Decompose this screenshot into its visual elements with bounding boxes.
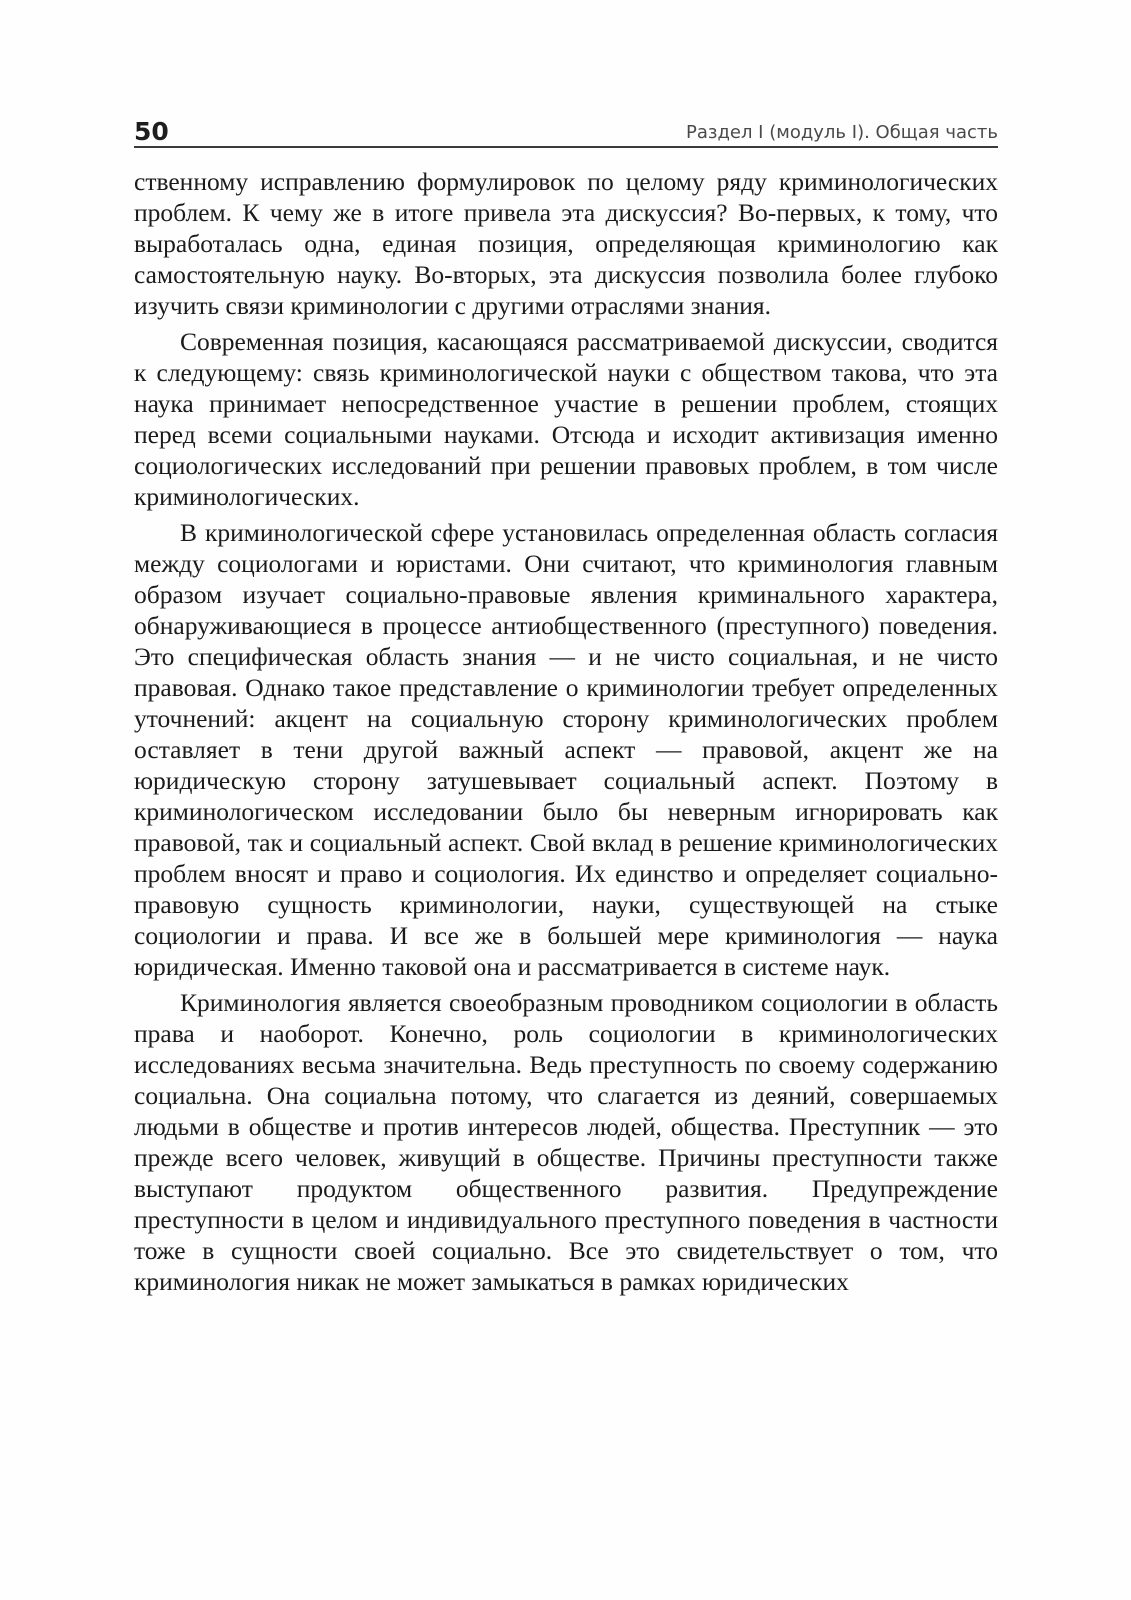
page-number: 50	[134, 117, 169, 146]
body-text	[134, 166, 998, 1302]
paragraph: Криминология является своеобразным проводником социологии в область права и наоборот. Конечно, роль социологии в криминологических исследованиях весьма значительна. Ведь преступность по своему содержанию социальна. Она социальна потому, что слагается из деяний, совершаемых людьми в обществе и против интересов людей, общества. Преступник — это прежде всего человек, живущий в обществе. Причины преступности также выступают продуктом общественного развития. Предупреждение преступности в целом и индивидуального преступного поведения в частности тоже в сущности своей социально. Все это свидетельствует о том, что криминология никак не может замыкаться в рамках юридических	[134, 988, 998, 1296]
paragraph: Современная позиция, касающаяся рассматриваемой дискуссии, сводится к следующему: связь криминологической науки с обществом такова, что эта наука принимает непосредственное участие в решении проблем, стоящих перед всеми социальными науками. Отсюда и исходит активизация именно социологических исследований при решении правовых проблем, в том числе криминологических.	[134, 327, 998, 511]
paragraph-continuation: ственному исправлению формулировок по целому ряду криминологических проблем. К чему же в итоге привела эта дискуссия? Во-первых, к тому, что выработалась одна, единая позиция, определяющая криминологию как самостоятельную науку. Во-вторых, эта дискуссия позволила более глубоко изучить связи криминологии с другими отраслями знания.	[134, 167, 998, 320]
paragraph: В криминологической сфере установилась определенная область согласия между социологами и юристами. Они считают, что криминология главным образом изучает социально-правовые явления криминального характера, обнаруживающиеся в процессе антиобщественного (преступного) поведения. Это специфическая область знания — и не чисто социальная, и не чисто правовая. Однако такое представление о криминологии требует определенных уточнений: акцент на социальную сторону криминологических проблем оставляет в тени другой важный аспект — правовой, акцент же на юридическую сторону затушевывает социальный аспект. Поэтому в криминологическом исследовании было бы неверным игнорировать как правовой, так и социальный аспект. Свой вклад в решение криминологических проблем вносят и право и социология. Их единство и определяет социально-правовую сущность криминологии, науки, существующей на стыке социологии и права. И все же в большей мере криминология — наука юридическая. Именно таковой она и рассматривается в системе наук.	[134, 518, 998, 981]
page-header	[134, 112, 998, 148]
running-head: Раздел I (модуль I). Общая часть	[685, 122, 998, 143]
